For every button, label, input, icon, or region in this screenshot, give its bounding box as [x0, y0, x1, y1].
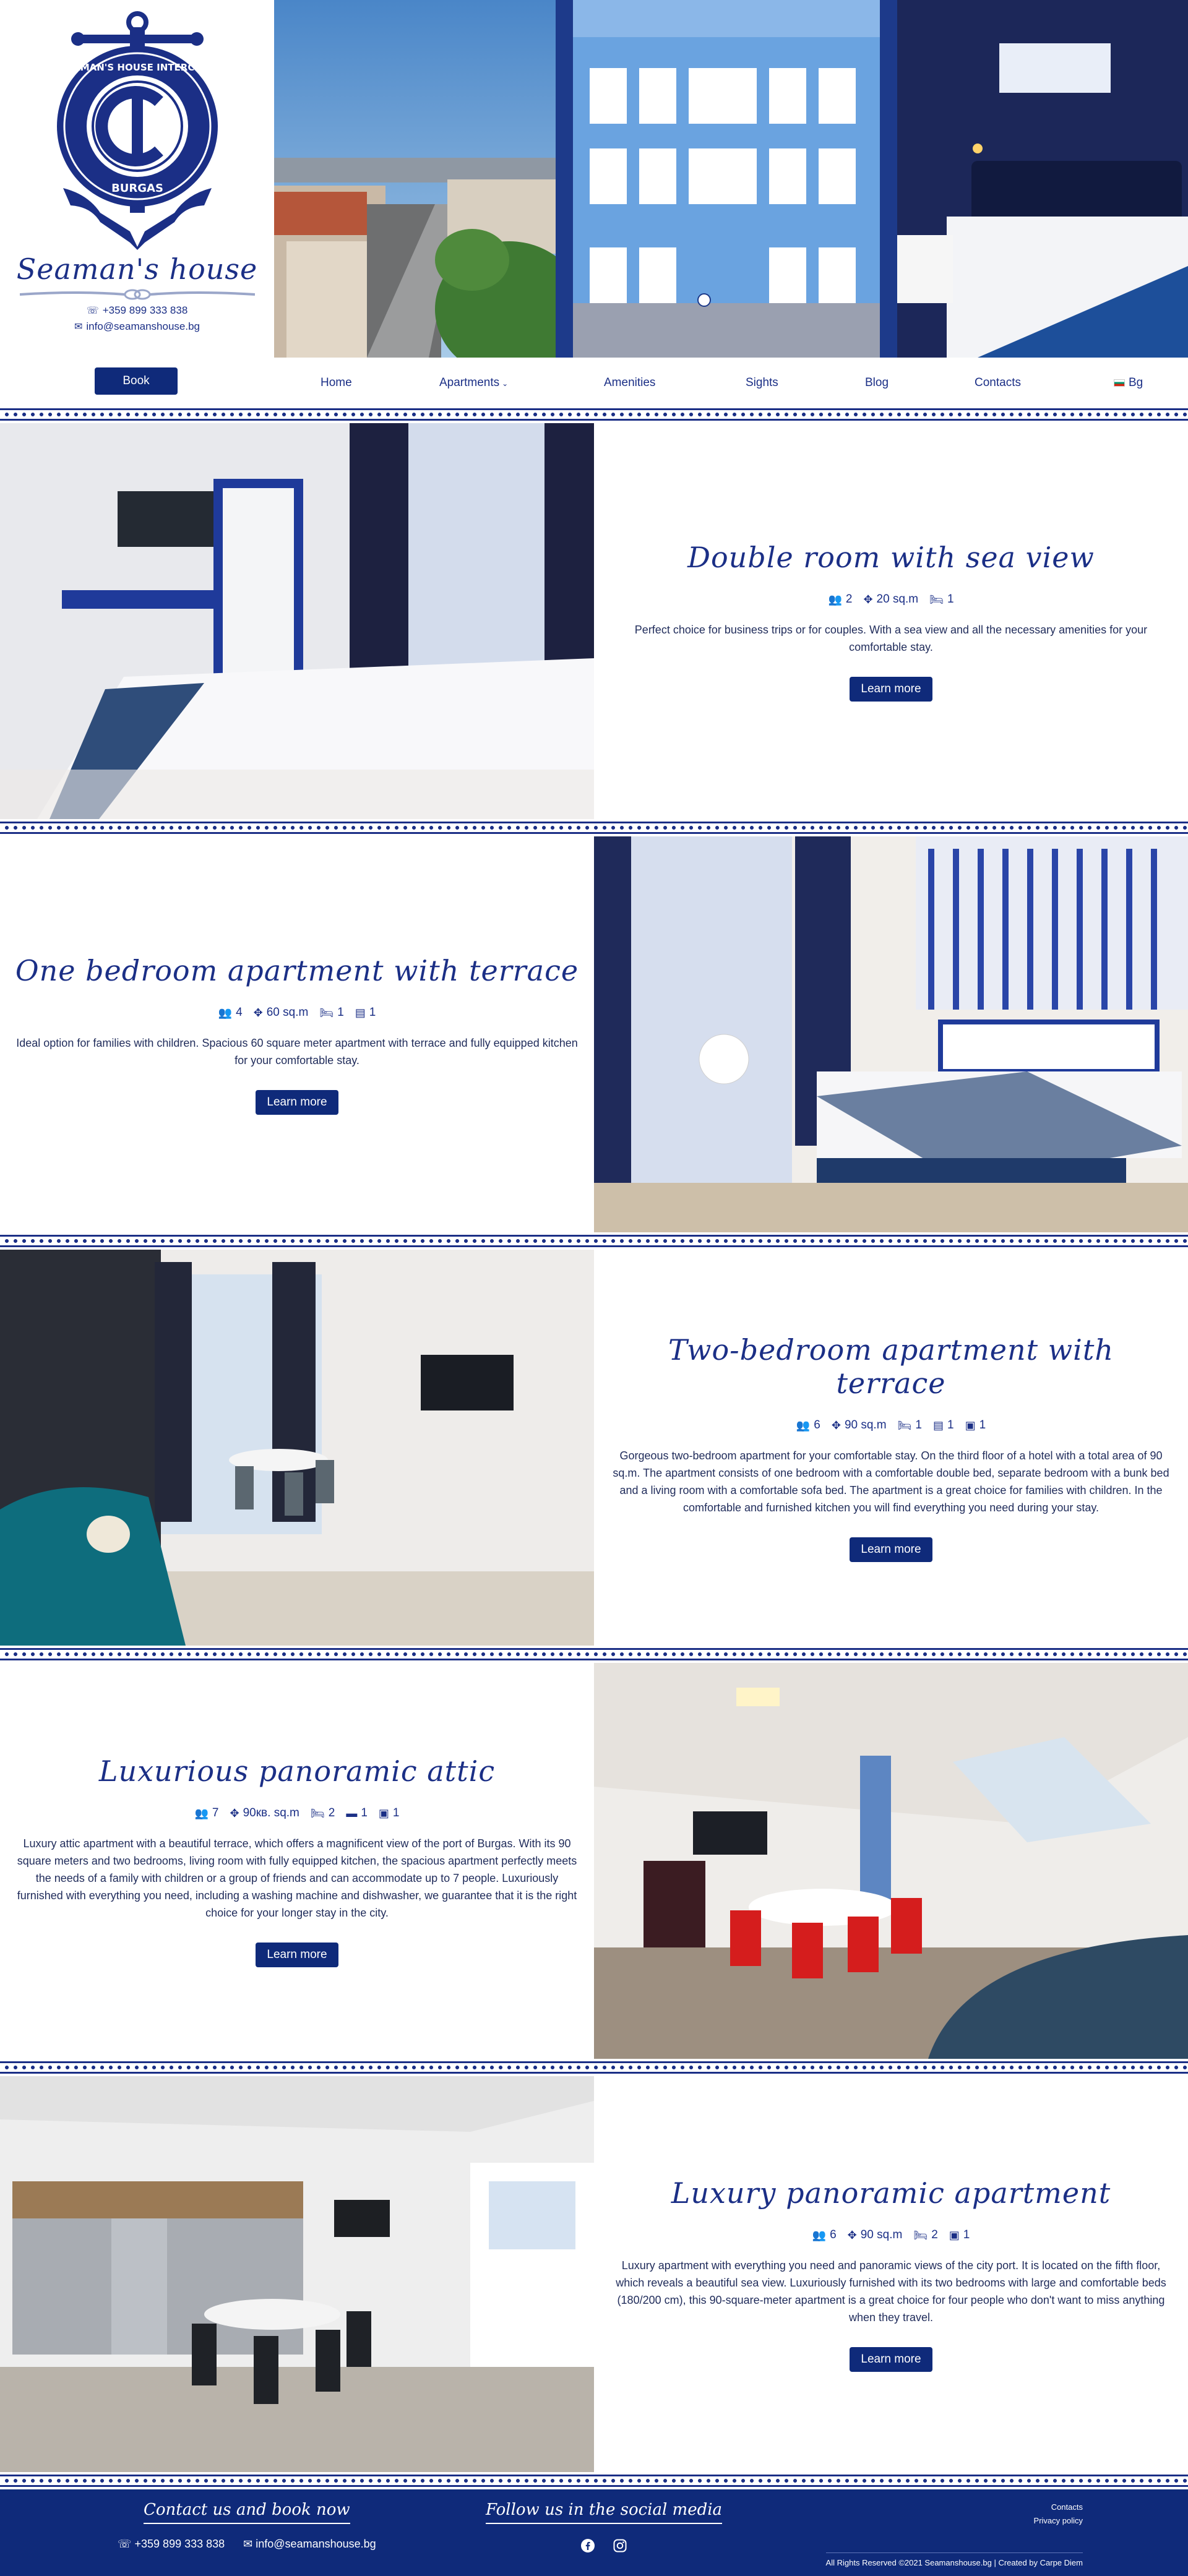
- room-card-double: [0, 423, 1188, 819]
- guests-count: 2: [845, 593, 853, 606]
- wave-divider: [0, 1646, 1188, 1663]
- sofa-bed-icon: ▣: [378, 1806, 389, 1819]
- people-icon: 👥: [828, 593, 842, 606]
- area-value: 20 sq.m: [876, 593, 919, 606]
- arrows-move-icon: ✥: [253, 1006, 263, 1019]
- area-feature: [832, 1419, 887, 1432]
- room-info-two-bedroom: [594, 1250, 1188, 1646]
- room-title: One bedroom apartment with terrace: [15, 954, 579, 987]
- logo-city-text: BURGAS: [111, 182, 163, 195]
- learn-more-button[interactable]: Learn more: [850, 677, 932, 702]
- footer-contact-title: Contact us and book now: [144, 2501, 350, 2524]
- wave-divider: [0, 2059, 1188, 2076]
- phone-icon: ☏: [118, 2538, 135, 2550]
- nav-apartments-label: Apartments: [439, 376, 500, 389]
- nav-contacts[interactable]: Contacts: [975, 376, 1021, 389]
- room-info-one-bedroom: [0, 836, 594, 1232]
- bunk-bed-feature: [933, 1419, 954, 1432]
- double-bed-icon: 🛏: [929, 593, 944, 606]
- sofa-bed-count: 1: [963, 2228, 970, 2241]
- bed-feature: [898, 1419, 922, 1432]
- sofa-bed-feature: [949, 2228, 970, 2242]
- area-value: 90 sq.m: [844, 1419, 887, 1432]
- room-card-one-bedroom: [0, 836, 1188, 1232]
- copyright: All Rights Reserved ©2021 Seamanshouse.bg | Created by Carpe Diem: [826, 2552, 1083, 2567]
- site-header: [0, 0, 1188, 406]
- bunk-bed-count: 1: [947, 1419, 954, 1432]
- room-info-double: [594, 423, 1188, 819]
- guests-count: 4: [236, 1006, 243, 1019]
- bed-count: 1: [915, 1419, 922, 1432]
- single-bed-count: 1: [361, 1806, 368, 1819]
- header-email[interactable]: [74, 320, 200, 333]
- single-bed-icon: ▬: [346, 1806, 358, 1819]
- learn-more-button[interactable]: Learn more: [256, 1943, 338, 1967]
- room-description: Ideal option for families with children. Spacious 60 square meter apartment with terrace and fully equipped kitchen for your comfortable stay.: [16, 1037, 578, 1067]
- footer-phone[interactable]: [118, 2538, 225, 2551]
- people-icon: 👥: [194, 1806, 209, 1819]
- phone-icon: ☏: [86, 306, 99, 316]
- guests-count: 6: [814, 1419, 820, 1432]
- sofa-bed-feature: [965, 1419, 986, 1432]
- guests-feature: [812, 2228, 837, 2242]
- chevron-down-icon: ⌄: [502, 379, 509, 388]
- footer-social-title: Follow us in the social media: [486, 2501, 722, 2524]
- room-photo-panoramic: [0, 2076, 594, 2472]
- area-feature: [863, 593, 918, 606]
- rope-divider-icon: [20, 288, 255, 301]
- wave-divider: [0, 819, 1188, 836]
- logo-ring-text: SEAMAN'S HOUSE INTERCLUB: [59, 62, 215, 73]
- footer-link-contacts[interactable]: Contacts: [1051, 2502, 1083, 2512]
- nav-home[interactable]: Home: [321, 376, 352, 389]
- footer-link-privacy[interactable]: Privacy policy: [1033, 2516, 1083, 2525]
- people-icon: 👥: [796, 1419, 811, 1432]
- envelope-icon: ✉: [74, 322, 83, 332]
- sofa-bed-icon: ▣: [965, 1419, 976, 1432]
- guests-feature: [218, 1006, 243, 1020]
- area-feature: [230, 1806, 299, 1820]
- bunk-bed-icon: ▤: [932, 1419, 944, 1432]
- language-label: Bg: [1129, 376, 1143, 389]
- room-description: Luxury attic apartment with a beautiful terrace, which offers a magnificent view of the port of Burgas. With its 90 square meters and two bedrooms, living room with fully equipped kitchen, the spacious apartment perfectly meets the needs of a family with children or a group of friends and can accommodate up to 7 people. Luxuriously furnished with everything you need, including a washing machine and dishwasher, we guarantee that it is the right choice for your longer stay in the city.: [17, 1837, 577, 1919]
- footer-contact-block: [118, 2501, 376, 2551]
- main-nav: [0, 358, 1188, 406]
- hero-photo-facade: [556, 0, 897, 358]
- sofa-bed-icon: ▣: [949, 2228, 960, 2241]
- bed-count: 2: [931, 2228, 938, 2241]
- social-links: [580, 2538, 628, 2554]
- arrows-move-icon: ✥: [230, 1806, 239, 1819]
- book-button[interactable]: Book: [95, 367, 178, 395]
- room-title: Luxury panoramic apartment: [671, 2176, 1111, 2210]
- room-card-panoramic: [0, 2076, 1188, 2472]
- brand-block: [0, 0, 274, 358]
- footer-links: [1034, 2501, 1083, 2528]
- bed-count: 2: [328, 1806, 335, 1819]
- sofa-bed-count: 1: [392, 1806, 400, 1819]
- area-value: 90 sq.m: [860, 2228, 903, 2241]
- room-title: Two-bedroom apartment with terrace: [668, 1333, 1114, 1400]
- area-feature: [254, 1006, 309, 1020]
- wave-divider: [0, 2472, 1188, 2489]
- learn-more-button[interactable]: Learn more: [850, 2347, 932, 2372]
- footer-email[interactable]: [243, 2538, 376, 2551]
- footer-phone-text: +359 899 333 838: [134, 2538, 225, 2550]
- room-info-attic: [0, 1663, 594, 2059]
- header-email-text: info@seamanshouse.bg: [86, 320, 200, 332]
- guests-feature: [195, 1806, 219, 1820]
- learn-more-button[interactable]: Learn more: [850, 1537, 932, 1562]
- room-info-panoramic: [594, 2076, 1188, 2472]
- header-phone-text: +359 899 333 838: [102, 304, 188, 316]
- bed-feature: [913, 2228, 937, 2242]
- bulgaria-flag-icon: [1114, 379, 1125, 387]
- footer-contacts: [118, 2538, 376, 2551]
- bed-count: 1: [337, 1006, 344, 1019]
- header-phone[interactable]: [87, 304, 188, 317]
- people-icon: 👥: [218, 1006, 233, 1019]
- bed-feature: [929, 593, 953, 606]
- wave-divider: [0, 1232, 1188, 1250]
- room-features: [812, 2228, 970, 2242]
- room-photo-two-bedroom: [0, 1250, 594, 1646]
- room-title: Double room with sea view: [687, 541, 1095, 574]
- double-bed-icon: 🛏: [319, 1006, 334, 1019]
- guests-feature: [828, 593, 852, 606]
- footer-email-text: info@seamanshouse.bg: [256, 2538, 376, 2550]
- sofa-bed-count: 1: [979, 1419, 986, 1432]
- single-bed-feature: [346, 1806, 368, 1820]
- facebook-icon[interactable]: [580, 2538, 596, 2554]
- site-footer: [0, 2489, 1188, 2576]
- arrows-move-icon: ✥: [831, 1419, 841, 1432]
- room-description: Perfect choice for business trips or for couples. With a sea view and all the necessary amenities for your comfortable stay.: [634, 624, 1148, 653]
- guests-feature: [796, 1419, 820, 1432]
- area-value: 60 sq.m: [266, 1006, 309, 1019]
- footer-social-block: [486, 2501, 722, 2554]
- room-features: [195, 1806, 400, 1820]
- room-photo-attic: [594, 1663, 1188, 2059]
- room-card-two-bedroom: [0, 1250, 1188, 1646]
- area-value: 90кв. sq.m: [243, 1806, 299, 1819]
- wave-divider: [0, 406, 1188, 423]
- room-title: Luxurious panoramic attic: [98, 1754, 496, 1788]
- nav-blog[interactable]: Blog: [865, 376, 889, 389]
- guests-count: 7: [212, 1806, 219, 1819]
- room-description: Luxury apartment with everything you need and panoramic views of the city port. It is located on the fifth floor, which reveals a beautiful sea view. Luxuriously furnished with its two bedrooms with large and comfortable beds (180/200 cm), this 90-square-meter apartment is a great choice for four people who don't want to miss anything when they travel.: [616, 2259, 1166, 2324]
- double-bed-icon: 🛏: [913, 2228, 928, 2241]
- arrows-move-icon: ✥: [847, 2228, 857, 2241]
- learn-more-button[interactable]: Learn more: [256, 1090, 338, 1115]
- instagram-icon[interactable]: [612, 2538, 628, 2554]
- arrows-move-icon: ✥: [863, 593, 873, 606]
- room-card-attic: [0, 1663, 1188, 2059]
- sofa-bed-feature: [379, 1806, 400, 1820]
- double-bed-icon: 🛏: [897, 1419, 912, 1432]
- room-features: [796, 1419, 986, 1432]
- people-icon: 👥: [812, 2228, 827, 2241]
- nav-apartments[interactable]: [439, 376, 508, 390]
- hero-photo-bedroom: [897, 0, 1188, 358]
- brand-name: Seaman's house: [16, 252, 258, 286]
- nav-amenities[interactable]: Amenities: [604, 376, 656, 389]
- room-photo-double: [0, 423, 594, 819]
- bed-feature: [319, 1006, 343, 1020]
- guests-count: 6: [830, 2228, 837, 2241]
- anchor-logo[interactable]: [51, 9, 224, 250]
- room-description: Gorgeous two-bedroom apartment for your comfortable stay. On the third floor of a hotel with a total area of 90 sq.m. The apartment consists of one bedroom with a comfortable double bed, separate bedroom with a bunk bed and a living room with a comfortable sofa bed. The apartment is a great choice for families with children. In the comfortable and furnished kitchen you will find everything you need during your stay.: [613, 1449, 1169, 1514]
- room-photo-one-bedroom: [594, 836, 1188, 1232]
- area-feature: [848, 2228, 903, 2242]
- bunk-bed-count: 1: [369, 1006, 376, 1019]
- room-features: [218, 1006, 376, 1020]
- bunk-bed-feature: [355, 1006, 376, 1020]
- language-switch[interactable]: [1114, 376, 1143, 390]
- room-features: [828, 593, 953, 606]
- bed-feature: [311, 1806, 335, 1820]
- bunk-bed-icon: ▤: [355, 1006, 366, 1019]
- bed-count: 1: [947, 593, 954, 606]
- double-bed-icon: 🛏: [310, 1806, 325, 1819]
- envelope-icon: ✉: [243, 2538, 256, 2550]
- nav-sights[interactable]: Sights: [746, 376, 778, 389]
- hero-photo-city: [274, 0, 556, 358]
